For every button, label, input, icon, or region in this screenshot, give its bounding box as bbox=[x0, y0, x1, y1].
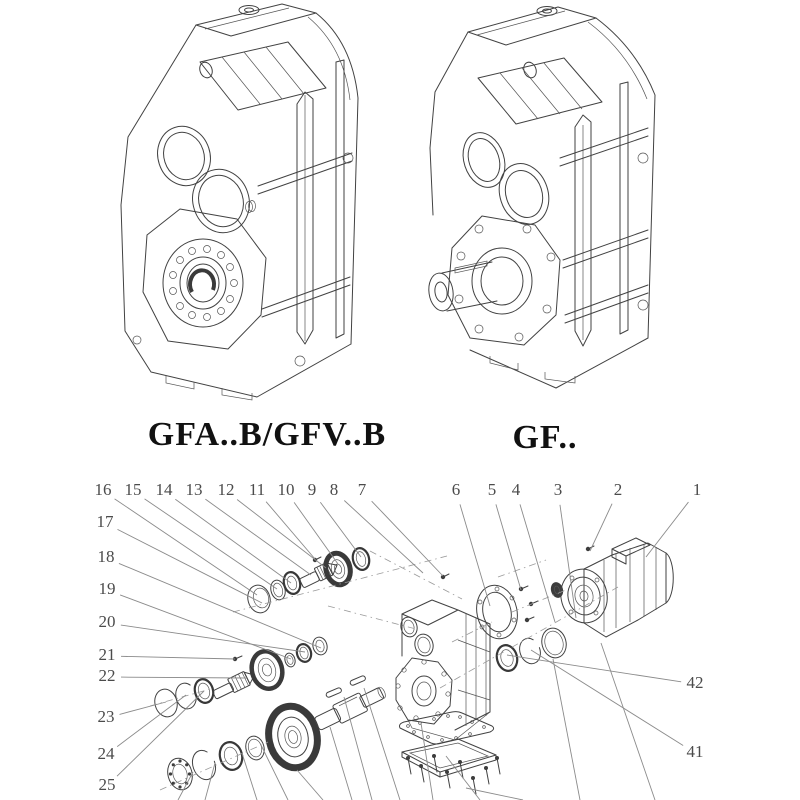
leader-line bbox=[266, 502, 315, 559]
leader-line bbox=[372, 501, 443, 576]
key bbox=[349, 675, 366, 686]
model-label-gfab-gfvb: GFA..B/GFV..B bbox=[147, 416, 387, 453]
leader-line bbox=[520, 504, 555, 622]
leader-line bbox=[421, 723, 433, 800]
gearbox-drawing-hollow-shaft bbox=[121, 4, 358, 400]
key bbox=[325, 687, 342, 698]
axis-line bbox=[512, 590, 566, 612]
leader-line bbox=[237, 500, 326, 568]
callout-1: 1 bbox=[692, 479, 702, 499]
output-solid-shaft bbox=[313, 682, 389, 733]
leader-line bbox=[121, 677, 247, 678]
leader-line bbox=[507, 655, 681, 682]
bottom-cover-assembly bbox=[400, 712, 501, 794]
output-bearing-set bbox=[494, 625, 569, 673]
leader-line bbox=[121, 656, 235, 659]
leader-line bbox=[460, 504, 490, 606]
fastener-screws bbox=[233, 546, 594, 661]
callout-22: 22 bbox=[98, 665, 116, 685]
leader-line bbox=[553, 659, 580, 800]
callout-6: 6 bbox=[451, 479, 461, 499]
leader-line bbox=[117, 695, 186, 747]
leader-line bbox=[466, 788, 523, 800]
model-label-gf: GF.. bbox=[512, 419, 578, 456]
callout-18: 18 bbox=[97, 546, 115, 566]
leader-line bbox=[297, 770, 323, 800]
callout-8: 8 bbox=[329, 479, 339, 499]
part-callouts bbox=[95, 480, 704, 800]
callout-14: 14 bbox=[155, 479, 173, 499]
leader-line bbox=[330, 727, 352, 800]
axis-line bbox=[328, 606, 416, 629]
leader-line bbox=[601, 643, 655, 800]
leader-line bbox=[175, 499, 291, 583]
leader-line bbox=[344, 697, 372, 800]
callout-19: 19 bbox=[98, 578, 116, 598]
leader-line bbox=[117, 529, 262, 603]
gearbox-drawing-solid-shaft bbox=[426, 7, 655, 389]
leader-line bbox=[560, 505, 576, 618]
leader-line bbox=[205, 499, 311, 575]
callout-10: 10 bbox=[277, 479, 295, 499]
leader-line bbox=[120, 595, 291, 659]
leader-line bbox=[590, 504, 612, 551]
electric-motor bbox=[556, 538, 673, 637]
leader-line bbox=[294, 502, 338, 564]
leader-line bbox=[344, 500, 423, 573]
cover-bolts bbox=[406, 754, 500, 794]
leader-line bbox=[531, 650, 683, 746]
callout-17: 17 bbox=[96, 511, 114, 531]
axis-line bbox=[440, 587, 618, 688]
leader-line bbox=[115, 499, 257, 595]
callout-4: 4 bbox=[511, 479, 521, 499]
callout-16: 16 bbox=[94, 479, 112, 499]
leader-line bbox=[646, 502, 688, 557]
bearing-balls bbox=[169, 759, 191, 788]
callout-42: 42 bbox=[686, 672, 704, 692]
callout-2: 2 bbox=[613, 479, 623, 499]
callout-3: 3 bbox=[553, 479, 563, 499]
callout-13: 13 bbox=[185, 479, 203, 499]
callout-5: 5 bbox=[487, 479, 497, 499]
input-shaft-assembly bbox=[245, 546, 372, 615]
output-shaft bbox=[426, 261, 497, 312]
callout-23: 23 bbox=[97, 706, 115, 726]
housing-bolt-holes bbox=[396, 660, 450, 720]
callout-15: 15 bbox=[124, 479, 142, 499]
callout-7: 7 bbox=[357, 479, 367, 499]
leader-line bbox=[496, 504, 521, 590]
flange-bolt-holes bbox=[455, 225, 555, 341]
leader-line bbox=[121, 625, 305, 652]
callout-20: 20 bbox=[98, 611, 116, 631]
callout-41: 41 bbox=[686, 741, 704, 761]
callout-9: 9 bbox=[307, 479, 317, 499]
exploded-parts-diagram bbox=[95, 480, 704, 800]
callout-24: 24 bbox=[97, 743, 115, 763]
leader-line bbox=[205, 763, 215, 800]
leader-line bbox=[145, 499, 277, 589]
axis-line bbox=[370, 551, 462, 599]
adapter-flange-ring bbox=[472, 581, 522, 642]
callout-12: 12 bbox=[217, 479, 235, 499]
callout-25: 25 bbox=[98, 774, 116, 794]
callout-11: 11 bbox=[248, 479, 266, 499]
leader-line bbox=[364, 688, 400, 800]
callout-21: 21 bbox=[98, 644, 116, 664]
